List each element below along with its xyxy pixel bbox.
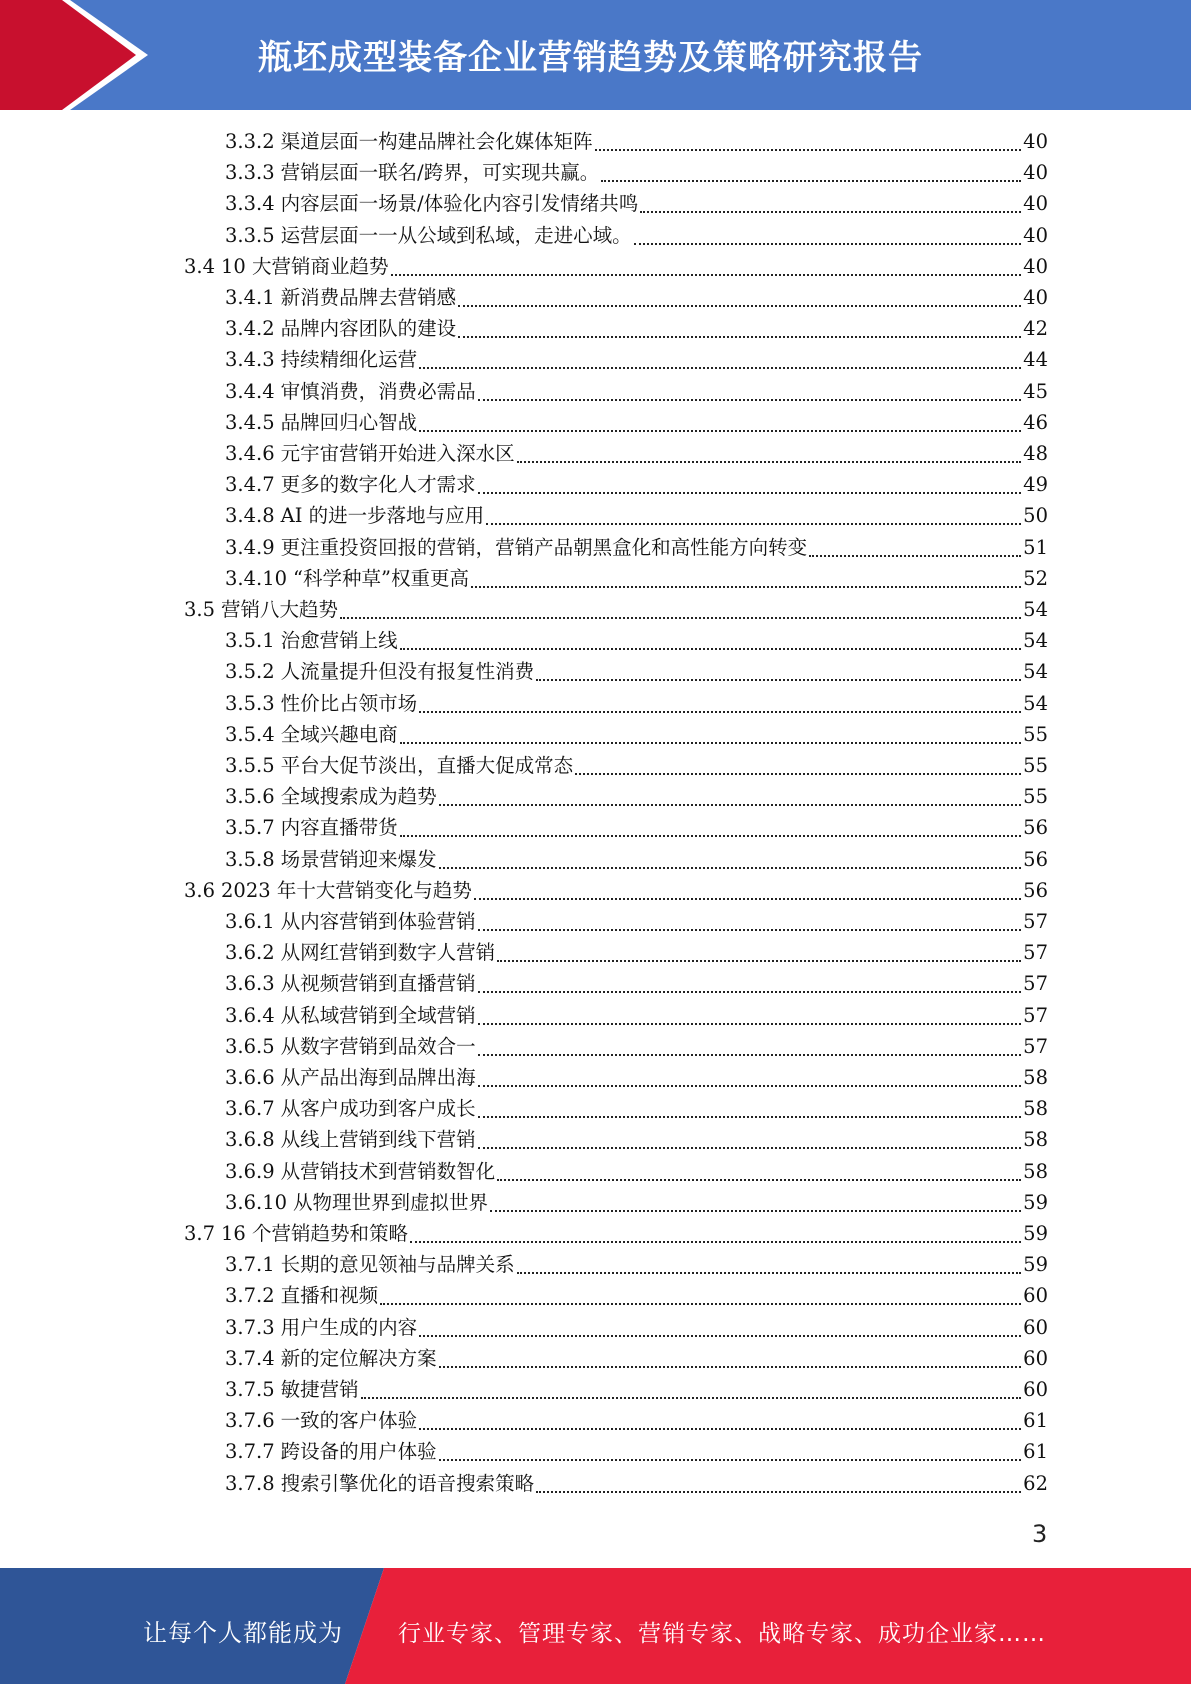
toc-entry-title: 营销层面一联名/跨界，可实现共赢。 (280, 161, 600, 185)
toc-entry-page: 57 (1023, 1003, 1048, 1027)
toc-dot-leader (380, 1281, 1021, 1305)
toc-entry-page: 49 (1023, 473, 1048, 497)
toc-dot-leader (439, 845, 1022, 869)
toc-dot-leader (391, 252, 1022, 276)
toc-section-entry[interactable] (184, 1218, 1048, 1249)
toc-entry-page: 48 (1023, 442, 1048, 465)
toc-entry-page: 60 (1023, 1315, 1048, 1339)
toc-entry-page: 40 (1023, 161, 1048, 185)
toc-entry-title: 16 个营销趋势和策略 (221, 1222, 409, 1245)
toc-entry-title: 搜索引擎优化的语音搜索策略 (280, 1471, 535, 1495)
toc-entry-number: 3.5.4 (225, 722, 275, 746)
toc-entry-title: 全域兴趣电商 (280, 722, 398, 746)
toc-section-entry[interactable] (184, 594, 1048, 625)
toc-subsection-entry[interactable] (225, 1405, 1048, 1436)
toc-dot-leader (478, 1125, 1022, 1149)
toc-entry-title: 品牌内容团队的建设 (280, 317, 457, 341)
toc-subsection-entry[interactable] (225, 188, 1048, 219)
toc-entry-title: 从私域营销到全域营销 (280, 1003, 476, 1027)
toc-subsection-entry[interactable] (225, 469, 1048, 500)
toc-entry-page: 40 (1023, 254, 1048, 278)
toc-entry-title: 从视频营销到直播营销 (280, 972, 476, 996)
toc-subsection-entry[interactable] (225, 750, 1048, 781)
toc-entry-number: 3.6.7 (225, 1097, 275, 1121)
toc-entry-number: 3.5.3 (225, 691, 275, 715)
toc-dot-leader (340, 595, 1021, 619)
toc-entry-number: 3.6 (184, 878, 216, 902)
toc-entry-number: 3.6.5 (225, 1034, 275, 1058)
toc-subsection-entry[interactable] (225, 157, 1048, 188)
toc-entry-page: 40 (1023, 286, 1048, 309)
toc-subsection-entry[interactable] (225, 656, 1048, 687)
toc-entry-title: 新消费品牌去营销感 (280, 286, 457, 309)
toc-dot-leader (478, 470, 1022, 494)
toc-dot-leader (439, 1344, 1022, 1368)
toc-subsection-entry[interactable] (225, 1062, 1048, 1093)
toc-entry-title: 从产品出海到品牌出海 (280, 1066, 476, 1089)
toc-entry-number: 3.5.7 (225, 816, 275, 840)
toc-dot-leader (419, 345, 1021, 369)
toc-entry-number: 3.6.8 (225, 1128, 275, 1152)
toc-entry-page: 55 (1023, 722, 1048, 746)
toc-dot-leader (640, 189, 1021, 213)
toc-entry-number: 3.4.1 (225, 286, 275, 309)
toc-entry-number: 3.5.6 (225, 785, 275, 809)
toc-entry-number: 3.6.6 (225, 1066, 275, 1089)
toc-entry-title: 渠道层面一构建品牌社会化媒体矩阵 (280, 130, 593, 153)
toc-subsection-entry[interactable] (225, 126, 1048, 157)
toc-subsection-entry[interactable] (225, 1249, 1048, 1280)
toc-entry-page: 40 (1023, 130, 1048, 153)
toc-entry-number: 3.5.8 (225, 847, 275, 871)
footer-slogan-right: 行业专家、管理专家、营销专家、战略专家、成功企业家…… (398, 1621, 1046, 1647)
toc-subsection-entry[interactable] (225, 220, 1048, 251)
toc-entry-number: 3.6.2 (225, 941, 275, 965)
toc-subsection-entry[interactable] (225, 500, 1048, 531)
toc-entry-page: 57 (1023, 910, 1048, 933)
toc-entry-page: 54 (1023, 598, 1048, 621)
toc-subsection-entry[interactable] (225, 407, 1048, 438)
toc-subsection-entry[interactable] (225, 313, 1048, 344)
toc-entry-page: 40 (1023, 223, 1048, 247)
toc-dot-leader (458, 283, 1021, 307)
toc-entry-title: “科学种草”权重更高 (293, 566, 469, 590)
toc-dot-leader (517, 439, 1022, 463)
toc-dot-leader (458, 314, 1021, 338)
toc-entry-page: 54 (1023, 691, 1048, 715)
toc-entry-page: 57 (1023, 1034, 1048, 1058)
toc-entry-number: 3.3.4 (225, 192, 275, 216)
toc-entry-number: 3.7.7 (225, 1440, 275, 1464)
toc-entry-title: 平台大促节淡出，直播大促成常态 (280, 754, 574, 777)
toc-entry-page: 60 (1023, 1346, 1048, 1370)
toc-entry-page: 62 (1023, 1471, 1048, 1495)
toc-entry-title: 长期的意见领袖与品牌关系 (280, 1253, 515, 1277)
toc-subsection-entry[interactable] (225, 781, 1048, 812)
toc-entry-title: 持续精细化运营 (280, 348, 418, 372)
toc-entry-page: 59 (1023, 1190, 1048, 1214)
toc-entry-title: 全域搜索成为趋势 (280, 785, 437, 809)
toc-entry-page: 56 (1023, 816, 1048, 840)
toc-entry-page: 61 (1023, 1440, 1048, 1464)
toc-entry-page: 46 (1023, 410, 1048, 434)
toc-entry-title: 从客户成功到客户成长 (280, 1097, 476, 1121)
toc-entry-title: 一致的客户体验 (280, 1409, 418, 1433)
toc-entry-number: 3.4.7 (225, 473, 275, 497)
toc-dot-leader (478, 1001, 1022, 1025)
toc-subsection-entry[interactable] (225, 1187, 1048, 1218)
toc-dot-leader (536, 1469, 1021, 1493)
toc-entry-title: 敏捷营销 (280, 1378, 359, 1401)
toc-subsection-entry[interactable] (225, 1000, 1048, 1031)
toc-entry-number: 3.3.2 (225, 130, 275, 153)
toc-entry-page: 56 (1023, 878, 1048, 902)
toc-subsection-entry[interactable] (225, 563, 1048, 594)
toc-dot-leader (575, 751, 1021, 775)
toc-entry-number: 3.5.2 (225, 660, 275, 684)
page-footer (0, 1568, 1191, 1684)
toc-entry-title: AI 的进一步落地与应用 (280, 504, 485, 528)
toc-entry-number: 3.7.5 (225, 1378, 275, 1401)
toc-entry-number: 3.4.4 (225, 379, 275, 403)
toc-entry-page: 54 (1023, 629, 1048, 653)
toc-dot-leader (439, 1437, 1022, 1461)
toc-subsection-entry[interactable] (225, 1093, 1048, 1124)
toc-dot-leader (490, 1188, 1021, 1212)
toc-entry-title: 元宇宙营销开始进入深水区 (280, 442, 515, 465)
toc-dot-leader (517, 1250, 1022, 1274)
page-number: 3 (1032, 1520, 1048, 1548)
toc-entry-number: 3.5.5 (225, 754, 275, 777)
toc-section-entry[interactable] (184, 875, 1048, 906)
toc-dot-leader (595, 127, 1022, 151)
toc-entry-page: 40 (1023, 192, 1048, 216)
toc-entry-page: 44 (1023, 348, 1048, 372)
toc-entry-page: 58 (1023, 1066, 1048, 1089)
toc-entry-page: 58 (1023, 1128, 1048, 1152)
toc-dot-leader (400, 813, 1022, 837)
toc-entry-number: 3.5.1 (225, 629, 275, 653)
toc-subsection-entry[interactable] (225, 719, 1048, 750)
toc-entry-title: 用户生成的内容 (280, 1315, 418, 1339)
toc-dot-leader (478, 907, 1022, 931)
toc-entry-title: 场景营销迎来爆发 (280, 847, 437, 871)
toc-entry-number: 3.6.4 (225, 1003, 275, 1027)
toc-subsection-entry[interactable] (225, 1031, 1048, 1062)
toc-entry-title: 从物理世界到虚拟世界 (293, 1190, 489, 1214)
toc-entry-number: 3.6.9 (225, 1159, 275, 1183)
toc-subsection-entry[interactable] (225, 1436, 1048, 1467)
toc-entry-number: 3.7.1 (225, 1253, 275, 1277)
toc-subsection-entry[interactable] (225, 688, 1048, 719)
toc-subsection-entry[interactable] (225, 438, 1048, 469)
toc-dot-leader (439, 782, 1022, 806)
toc-dot-leader (400, 626, 1022, 650)
toc-subsection-entry[interactable] (225, 844, 1048, 875)
toc-entry-number: 3.4.8 (225, 504, 275, 528)
toc-entry-number: 3.7 (184, 1222, 216, 1245)
toc-entry-title: 人流量提升但没有报复性消费 (280, 660, 535, 684)
toc-entry-title: 从营销技术到营销数智化 (280, 1159, 496, 1183)
toc-entry-number: 3.3.5 (225, 223, 275, 247)
toc-dot-leader (400, 720, 1022, 744)
toc-entry-page: 50 (1023, 504, 1048, 528)
toc-entry-number: 3.7.4 (225, 1346, 275, 1370)
toc-subsection-entry[interactable] (225, 1343, 1048, 1374)
toc-entry-title: 更多的数字化人才需求 (280, 473, 476, 497)
toc-entry-page: 45 (1023, 379, 1048, 403)
toc-subsection-entry[interactable] (225, 1374, 1048, 1405)
toc-entry-number: 3.4.5 (225, 410, 275, 434)
toc-entry-page: 61 (1023, 1409, 1048, 1433)
toc-dot-leader (419, 1313, 1021, 1337)
toc-entry-page: 51 (1023, 535, 1048, 559)
toc-subsection-entry[interactable] (225, 344, 1048, 375)
toc-entry-title: 从数字营销到品效合一 (280, 1034, 476, 1058)
toc-entry-page: 57 (1023, 972, 1048, 996)
toc-dot-leader (478, 377, 1022, 401)
toc-dot-leader (809, 533, 1021, 557)
toc-entry-title: 从线上营销到线下营销 (280, 1128, 476, 1152)
toc-entry-title: 营销八大趋势 (221, 598, 339, 621)
toc-dot-leader (497, 1157, 1021, 1181)
toc-entry-number: 3.4 (184, 254, 216, 278)
toc-entry-title: 10 大营销商业趋势 (221, 254, 389, 278)
toc-entry-title: 从内容营销到体验营销 (280, 910, 476, 933)
page-header (0, 0, 1191, 110)
toc-entry-page: 55 (1023, 754, 1048, 777)
toc-entry-number: 3.7.3 (225, 1315, 275, 1339)
toc-entry-page: 58 (1023, 1159, 1048, 1183)
toc-dot-leader (601, 158, 1021, 182)
toc-dot-leader (419, 1406, 1021, 1430)
toc-entry-title: 直播和视频 (280, 1284, 379, 1308)
toc-entry-page: 42 (1023, 317, 1048, 341)
toc-entry-number: 3.3.3 (225, 161, 275, 185)
toc-entry-title: 审慎消费，消费必需品 (280, 379, 476, 403)
toc-subsection-entry[interactable] (225, 625, 1048, 656)
toc-entry-title: 内容层面一场景/体验化内容引发情绪共鸣 (280, 192, 639, 216)
toc-entry-number: 3.4.2 (225, 317, 275, 341)
toc-entry-number: 3.6.10 (225, 1190, 288, 1214)
toc-subsection-entry[interactable] (225, 968, 1048, 999)
toc-subsection-entry[interactable] (225, 1124, 1048, 1155)
toc-entry-page: 54 (1023, 660, 1048, 684)
toc-dot-leader (419, 408, 1021, 432)
toc-entry-page: 60 (1023, 1378, 1048, 1401)
toc-dot-leader (474, 876, 1021, 900)
toc-entry-number: 3.4.9 (225, 535, 275, 559)
toc-entry-page: 59 (1023, 1222, 1048, 1245)
toc-entry-page: 57 (1023, 941, 1048, 965)
toc-entry-number: 3.5 (184, 598, 216, 621)
toc-entry-title: 内容直播带货 (280, 816, 398, 840)
toc-entry-page: 60 (1023, 1284, 1048, 1308)
toc-entry-number: 3.6.1 (225, 910, 275, 933)
toc-entry-title: 跨设备的用户体验 (280, 1440, 437, 1464)
toc-section-entry[interactable] (184, 251, 1048, 282)
toc-entry-title: 性价比占领市场 (280, 691, 418, 715)
toc-dot-leader (478, 1032, 1022, 1056)
toc-entry-title: 从网红营销到数字人营销 (280, 941, 496, 965)
toc-entry-number: 3.6.3 (225, 972, 275, 996)
toc-entry-title: 更注重投资回报的营销，营销产品朝黑盒化和高性能方向转变 (280, 535, 808, 559)
toc-entry-page: 55 (1023, 785, 1048, 809)
toc-dot-leader (634, 221, 1022, 245)
toc-entry-number: 3.4.6 (225, 442, 275, 465)
toc-entry-number: 3.7.2 (225, 1284, 275, 1308)
toc-subsection-entry[interactable] (225, 1468, 1048, 1499)
toc-entry-number: 3.4.3 (225, 348, 275, 372)
toc-dot-leader (471, 564, 1021, 588)
footer-slogan-left: 让每个人都能成为 (143, 1619, 343, 1647)
toc-entry-page: 59 (1023, 1253, 1048, 1277)
toc-subsection-entry[interactable] (225, 532, 1048, 563)
toc-dot-leader (419, 689, 1021, 713)
toc-dot-leader (478, 1094, 1022, 1118)
toc-subsection-entry[interactable] (225, 1312, 1048, 1343)
toc-entry-title: 2023 年十大营销变化与趋势 (221, 878, 472, 902)
toc-entry-title: 新的定位解决方案 (280, 1346, 437, 1370)
toc-entry-number: 3.7.6 (225, 1409, 275, 1433)
toc-entry-title: 治愈营销上线 (280, 629, 398, 653)
toc-subsection-entry[interactable] (225, 282, 1048, 313)
toc-dot-leader (497, 938, 1021, 962)
toc-subsection-entry[interactable] (225, 937, 1048, 968)
toc-subsection-entry[interactable] (225, 376, 1048, 407)
toc-entry-title: 品牌回归心智战 (280, 410, 418, 434)
report-title: 瓶坯成型装备企业营销趋势及策略研究报告 (258, 38, 923, 78)
toc-entry-title: 运营层面一一从公域到私域，走进心域。 (280, 223, 632, 247)
toc-subsection-entry[interactable] (225, 1156, 1048, 1187)
toc-subsection-entry[interactable] (225, 906, 1048, 937)
toc-dot-leader (536, 657, 1021, 681)
toc-subsection-entry[interactable] (225, 1280, 1048, 1311)
toc-entry-page: 58 (1023, 1097, 1048, 1121)
toc-dot-leader (361, 1375, 1022, 1399)
toc-entry-page: 52 (1023, 566, 1048, 590)
toc-dot-leader (486, 501, 1021, 525)
toc-entry-number: 3.7.8 (225, 1471, 275, 1495)
toc-entry-page: 56 (1023, 847, 1048, 871)
toc-dot-leader (478, 969, 1022, 993)
toc-dot-leader (478, 1063, 1022, 1087)
toc-dot-leader (410, 1219, 1021, 1243)
toc-entry-number: 3.4.10 (225, 566, 288, 590)
toc-subsection-entry[interactable] (225, 812, 1048, 843)
